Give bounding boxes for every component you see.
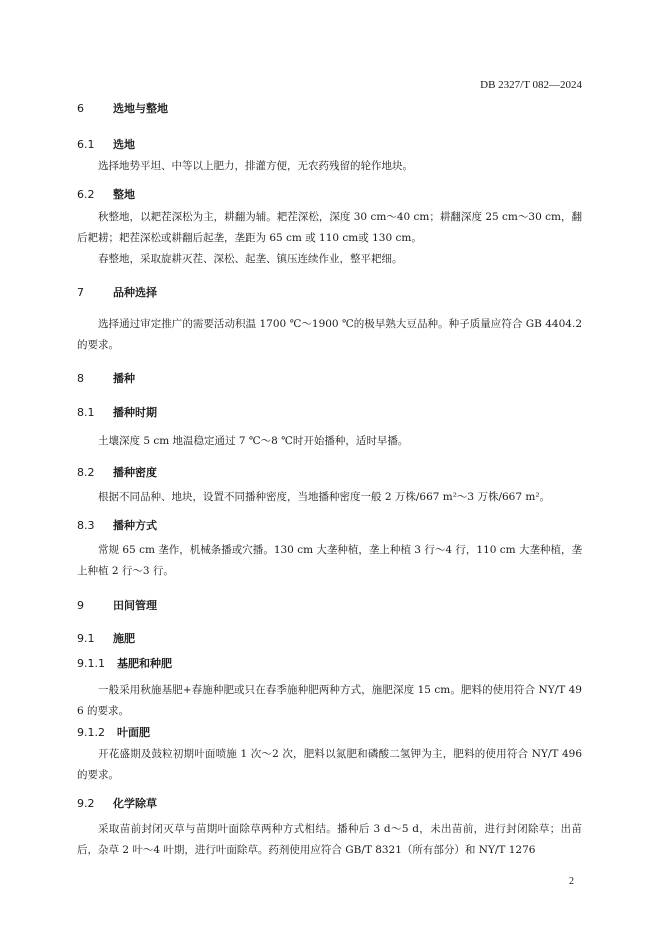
paragraph-foliar-fertilizer: 开花盛期及鼓粒初期叶面喷施 1 次～2 次，肥料以氮肥和磷酸二氢钾为主，肥料的使用符合 NY/T 496 的要求。 xyxy=(77,748,582,781)
paragraph-base-fertilizer: 一般采用秋施基肥+春施种肥或只在春季施种肥两种方式，施肥深度 15 cm。肥料的使用符合 NY/T 496 的要求。 xyxy=(77,684,582,717)
section-heading-6: 6 选地与整地 xyxy=(77,102,168,115)
paragraph-sowing-density: 根据不同品种、地块，设置不同播种密度，当地播种密度一般 2 万株/667 m²～3 万株/667 m²。 xyxy=(98,491,551,503)
paragraph-sowing-method: 常规 65 cm 垄作，机械条播或穴播。130 cm 大垄种植，垄上种植 3 行～4 行，110 cm 大垄种植，垄上种植 2 行～3 行。 xyxy=(77,544,582,577)
subsection-heading-8-2: 8.2 播种密度 xyxy=(77,466,157,479)
subsection-heading-8-3: 8.3 播种方式 xyxy=(77,519,157,532)
subsection-heading-9-1-1: 9.1.1 基肥和种肥 xyxy=(77,657,172,670)
section-heading-9: 9 田间管理 xyxy=(77,599,157,612)
subsection-heading-9-2: 9.2 化学除草 xyxy=(77,797,157,810)
paragraph-variety-selection: 选择通过审定推广的需要活动积温 1700 ℃～1900 ℃的极早熟大豆品种。种子质量应符合 GB 4404.2 的要求。 xyxy=(77,318,582,351)
subsection-heading-8-1: 8.1 播种时期 xyxy=(77,406,157,419)
paragraph-site-selection: 选择地势平坦、中等以上肥力，排灌方便，无农药残留的轮作地块。 xyxy=(98,160,413,172)
page-number: 2 xyxy=(569,876,574,887)
subsection-heading-9-1: 9.1 施肥 xyxy=(77,632,135,645)
paragraph-chemical-weeding: 采取苗前封闭灭草与苗期叶面除草两种方式相结。播种后 3 d～5 d，未出苗前，进行封闭除草；出苗后，杂草 2 叶～4 叶期，进行叶面除草。药剂使用应符合 GB/T 8321（所有部分）和 NY/T 1276 xyxy=(77,823,582,856)
paragraph-autumn-tillage: 秋整地，以耙茬深松为主，耕翻为辅。耙茬深松，深度 30 cm～40 cm；耕翻深度 25 cm～30 cm，翻后耙耢；耙茬深松或耕翻后起垄，垄距为 65 cm 或 110 cm或 130 cm。 xyxy=(77,211,582,244)
document-code: DB 2327/T 082—2024 xyxy=(480,79,582,91)
section-heading-8: 8 播种 xyxy=(77,372,135,385)
paragraph-sowing-time: 土壤深度 5 cm 地温稳定通过 7 ℃～8 ℃时开始播种，适时早播。 xyxy=(98,435,409,447)
subsection-heading-6-1: 6.1 选地 xyxy=(77,138,135,151)
section-heading-7: 7 品种选择 xyxy=(77,286,157,299)
paragraph-spring-tillage: 春整地，采取旋耕灭茬、深松、起垄、镇压连续作业，整平耙细。 xyxy=(98,253,403,265)
subsection-heading-6-2: 6.2 整地 xyxy=(77,188,135,201)
subsection-heading-9-1-2: 9.1.2 叶面肥 xyxy=(77,726,150,739)
